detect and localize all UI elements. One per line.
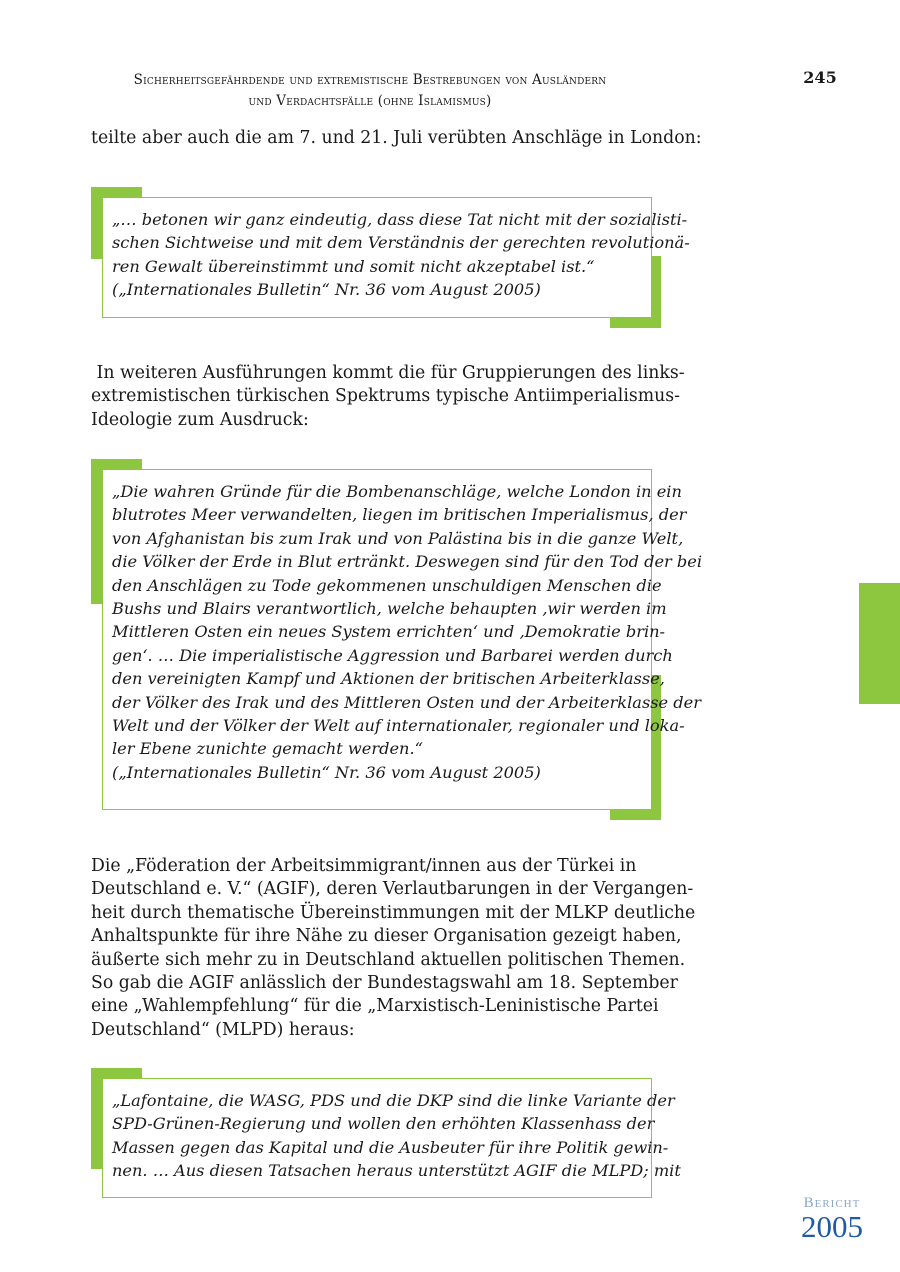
quote-box <box>102 197 690 318</box>
quote-line: die Völker der Erde in Blut ertränkt. Deswegen sind für den Tod der bei <box>112 552 703 572</box>
quote-line: schen Sichtweise und mit dem Verständnis der gerechten revolutionä- <box>112 233 690 253</box>
quote-line: „… betonen wir ganz eindeutig, dass diese Tat nicht mit der sozialisti- <box>112 210 688 229</box>
quote-line: „Die wahren Gründe für die Bombenanschläge, welche London in ein <box>112 482 682 501</box>
page-number: 245 <box>803 68 837 87</box>
quote-block-1 <box>91 187 690 328</box>
quote-box <box>102 469 703 810</box>
paragraph-line: Deutschland e. V.“ (AGIF), deren Verlautbarungen in der Vergangen- <box>91 879 694 900</box>
paragraph-line: eine „Wahlempfehlung“ für die „Marxistisch-Leninistische Partei <box>91 996 659 1017</box>
running-header <box>80 70 660 112</box>
chapter-tab-marker <box>859 583 900 704</box>
quote-block-3 <box>91 1068 681 1208</box>
quote-line: von Afghanistan bis zum Irak und von Palästina bis in die ganze Welt, <box>112 528 684 548</box>
paragraph-line: In weiteren Ausführungen kommt die für Gruppierungen des links- <box>91 363 685 383</box>
quote-line: „Lafontaine, die WASG, PDS und die DKP sind die linke Variante der <box>112 1091 675 1110</box>
paragraph-line: Anhaltspunkte für ihre Nähe zu dieser Organisation gezeigt haben, <box>91 926 682 947</box>
quote-line: gen‘. … Die imperialistische Aggression und Barbarei werden durch <box>112 645 673 665</box>
quote-line: nen. … Aus diesen Tatsachen heraus unterstützt AGIF die MLPD; mit <box>112 1161 681 1181</box>
quote-line: ren Gewalt übereinstimmt und somit nicht akzeptabel ist.“ <box>112 256 595 276</box>
quote-block-2 <box>91 459 703 820</box>
body-paragraph-2 <box>91 362 685 432</box>
report-logo <box>790 1196 874 1242</box>
quote-line: den Anschlägen zu Tode gekommenen unschuldigen Menschen die <box>112 575 662 595</box>
header-line-1: Sicherheitsgefährdende und extremistische Bestrebungen von Ausländern <box>133 72 607 88</box>
quote-line: den vereinigten Kampf und Aktionen der britischen Arbeiterklasse, <box>112 669 665 689</box>
body-paragraph-1 <box>91 127 702 150</box>
paragraph-line: heit durch thematische Übereinstimmungen mit der MLKP deutliche <box>91 902 696 923</box>
header-line-2: und Verdachtsfälle (ohne Islamismus) <box>248 93 492 109</box>
paragraph-line: Die „Föderation der Arbeitsimmigrant/innen aus der Türkei in <box>91 856 637 876</box>
quote-line: ler Ebene zunichte gemacht werden.“ <box>112 739 423 759</box>
report-logo-word: Bericht <box>803 1195 861 1211</box>
paragraph-line: äußerte sich mehr zu in Deutschland aktuellen politischen Themen. <box>91 949 686 970</box>
quote-line: blutrotes Meer verwandelten, liegen im britischen Imperialismus, der <box>112 505 687 525</box>
paragraph-line: extremistischen türkischen Spektrums typische Antiimperialismus- <box>91 386 680 407</box>
quote-line: Mittleren Osten ein neues System errichten‘ und ‚Demokratie brin- <box>112 622 666 642</box>
quote-source: („Internationales Bulletin“ Nr. 36 vom August 2005) <box>112 280 541 300</box>
quote-box <box>102 1078 681 1198</box>
quote-line: der Völker des Irak und des Mittleren Osten und der Arbeiterklasse der <box>112 692 701 712</box>
report-logo-year: 2005 <box>801 1209 863 1244</box>
quote-line: SPD-Grünen-Regierung und wollen den erhöhten Klassenhass der <box>112 1114 655 1134</box>
quote-source: („Internationales Bulletin“ Nr. 36 vom August 2005) <box>112 762 541 782</box>
paragraph-line: Deutschland“ (MLPD) heraus: <box>91 1019 355 1040</box>
quote-line: Bushs und Blairs verantwortlich, welche behaupten ‚wir werden im <box>112 599 667 619</box>
paragraph-line: Ideologie zum Ausdruck: <box>91 409 309 430</box>
paragraph-line: teilte aber auch die am 7. und 21. Juli verübten Anschläge in London: <box>91 128 702 148</box>
paragraph-line: So gab die AGIF anlässlich der Bundestagswahl am 18. September <box>91 973 678 994</box>
quote-line: Massen gegen das Kapital und die Ausbeuter für ihre Politik gewin- <box>112 1137 669 1157</box>
quote-line: Welt und der Völker der Welt auf internationaler, regionaler und loka- <box>112 716 685 736</box>
body-paragraph-3 <box>91 855 696 1042</box>
